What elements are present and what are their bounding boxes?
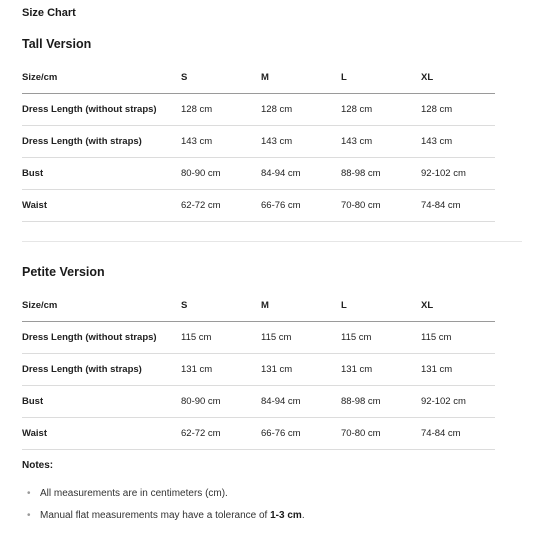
column-header-l: L <box>341 62 421 94</box>
column-header-m: M <box>261 290 341 322</box>
column-header-m: M <box>261 62 341 94</box>
bullet-icon: • <box>27 510 31 521</box>
table-cell: 66-76 cm <box>261 418 341 450</box>
table-cell: 84-94 cm <box>261 158 341 190</box>
table-cell: 62-72 cm <box>181 418 261 450</box>
table-row <box>22 190 495 222</box>
table-cell: 128 cm <box>421 94 495 126</box>
column-header-l: L <box>341 290 421 322</box>
tall-section-title: Tall Version <box>22 37 92 51</box>
table-cell: 115 cm <box>181 322 261 354</box>
table-cell: 88-98 cm <box>341 386 421 418</box>
table-cell: 128 cm <box>181 94 261 126</box>
table-cell: 74-84 cm <box>421 418 495 450</box>
table-row <box>22 158 495 190</box>
column-header-size-cm: Size/cm <box>22 62 181 94</box>
table-header-row <box>22 62 495 94</box>
table-cell: 128 cm <box>341 94 421 126</box>
tall-size-table <box>22 62 495 222</box>
table-cell: 115 cm <box>341 322 421 354</box>
table-cell: 115 cm <box>421 322 495 354</box>
table-cell: 143 cm <box>261 126 341 158</box>
table-cell: 143 cm <box>421 126 495 158</box>
row-label-waist: Waist <box>22 190 181 222</box>
row-label-bust: Bust <box>22 386 181 418</box>
bullet-icon: • <box>27 488 31 499</box>
list-item <box>22 506 305 528</box>
column-header-size-cm: Size/cm <box>22 290 181 322</box>
row-label-dress-length-with-straps: Dress Length (with straps) <box>22 126 181 158</box>
table-cell: 74-84 cm <box>421 190 495 222</box>
table-cell: 70-80 cm <box>341 418 421 450</box>
column-header-s: S <box>181 62 261 94</box>
section-divider <box>22 241 522 242</box>
table-cell: 84-94 cm <box>261 386 341 418</box>
note-emphasis: 1-3 cm <box>270 510 302 521</box>
table-row <box>22 126 495 158</box>
table-cell: 80-90 cm <box>181 158 261 190</box>
table-cell: 131 cm <box>421 354 495 386</box>
row-label-waist: Waist <box>22 418 181 450</box>
table-cell: 131 cm <box>341 354 421 386</box>
table-cell: 62-72 cm <box>181 190 261 222</box>
column-header-s: S <box>181 290 261 322</box>
table-row <box>22 386 495 418</box>
table-cell: 80-90 cm <box>181 386 261 418</box>
note-text: All measurements are in centimeters (cm). <box>40 488 228 499</box>
table-cell: 128 cm <box>261 94 341 126</box>
table-cell: 131 cm <box>261 354 341 386</box>
notes-title: Notes: <box>22 460 54 471</box>
notes-list <box>22 484 305 528</box>
table-row <box>22 418 495 450</box>
petite-size-table <box>22 290 495 450</box>
table-cell: 66-76 cm <box>261 190 341 222</box>
table-cell: 115 cm <box>261 322 341 354</box>
table-cell: 92-102 cm <box>421 386 495 418</box>
row-label-dress-length-with-straps: Dress Length (with straps) <box>22 354 181 386</box>
column-header-xl: XL <box>421 62 495 94</box>
petite-section-title: Petite Version <box>22 265 105 279</box>
table-header-row <box>22 290 495 322</box>
row-label-dress-length-without-straps: Dress Length (without straps) <box>22 94 181 126</box>
list-item <box>22 484 305 506</box>
table-row <box>22 322 495 354</box>
note-text: Manual flat measurements may have a tolerance of <box>40 510 271 521</box>
row-label-dress-length-without-straps: Dress Length (without straps) <box>22 322 181 354</box>
page-title: Size Chart <box>22 7 76 19</box>
table-cell: 143 cm <box>341 126 421 158</box>
table-cell: 131 cm <box>181 354 261 386</box>
column-header-xl: XL <box>421 290 495 322</box>
note-suffix: . <box>301 510 305 521</box>
table-row <box>22 94 495 126</box>
table-cell: 70-80 cm <box>341 190 421 222</box>
row-label-bust: Bust <box>22 158 181 190</box>
table-cell: 143 cm <box>181 126 261 158</box>
table-cell: 92-102 cm <box>421 158 495 190</box>
table-cell: 88-98 cm <box>341 158 421 190</box>
table-row <box>22 354 495 386</box>
